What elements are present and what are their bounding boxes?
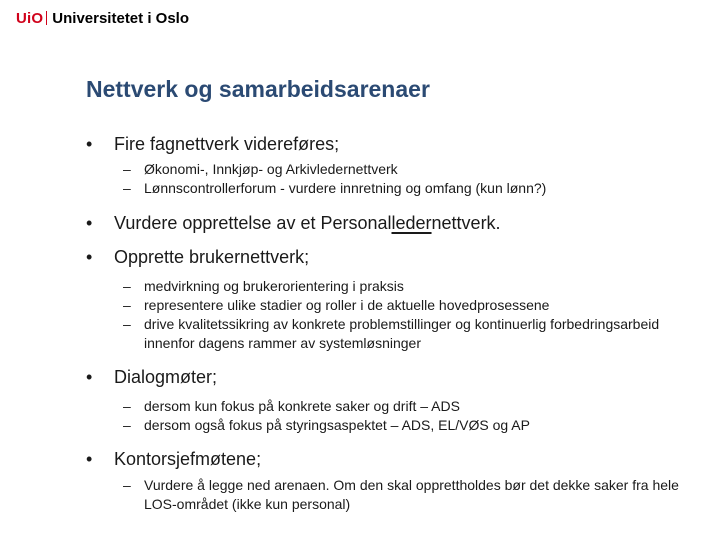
slide-title: Nettverk og samarbeidsarenaer xyxy=(86,76,430,102)
sub-item: – drive kvalitetssikring av konkrete problemstillinger og kontinuerlig forbedringsarbeid innenfor dagens rammer av systemløsninger xyxy=(86,315,696,353)
sublist-fagnettverk xyxy=(86,160,696,198)
bullet-kontorsjefmotene: • Kontorsjefmøtene; xyxy=(86,448,696,470)
uio-logo xyxy=(16,8,189,28)
bullet-brukernettverk: • Opprette brukernettverk; xyxy=(86,246,696,268)
bullet-text-underlined: leder xyxy=(391,213,432,233)
slide-content xyxy=(86,133,696,514)
sublist-kontorsjefmotene xyxy=(86,476,696,514)
bullet-personalledernettverk xyxy=(86,212,696,234)
bullet-fagnettverk: • Fire fagnettverk videreføres; xyxy=(86,133,696,155)
sub-item: – dersom kun fokus på konkrete saker og drift – ADS xyxy=(86,397,696,416)
logo-mark: UiO xyxy=(16,9,44,27)
sublist-dialogmoter xyxy=(86,397,696,435)
institution-name: Universitetet i Oslo xyxy=(52,9,189,27)
bullet-text-pre: Vurdere opprettelse av et Personal xyxy=(114,213,392,233)
bullet-text-post: nettverk. xyxy=(431,213,501,233)
sub-item: – Økonomi-, Innkjøp- og Arkivledernettverk xyxy=(86,160,696,179)
sub-item: – Vurdere å legge ned arenaen. Om den skal opprettholdes bør det dekke saker fra hele LOS-området (ikke kun personal) xyxy=(86,476,696,514)
sublist-brukernettverk xyxy=(86,277,696,353)
sub-item: – Lønnscontrollerforum - vurdere innretning og omfang (kun lønn?) xyxy=(86,179,696,198)
bullet-dialogmoter: • Dialogmøter; xyxy=(86,366,696,388)
sub-item: – medvirkning og brukerorientering i praksis xyxy=(86,277,696,296)
sub-item: – dersom også fokus på styringsaspektet – ADS, EL/VØS og AP xyxy=(86,416,696,435)
logo-separator xyxy=(46,11,47,25)
sub-item: – representere ulike stadier og roller i de aktuelle hovedprosessene xyxy=(86,296,696,315)
